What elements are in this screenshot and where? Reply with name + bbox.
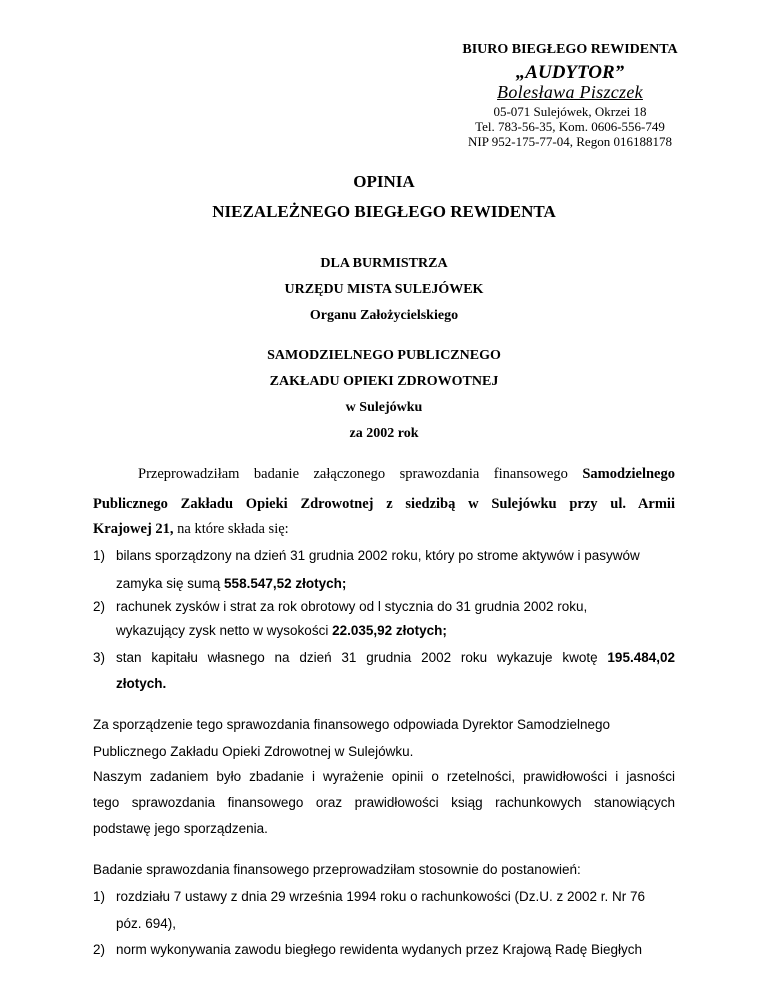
addressee-line-2: URZĘDU MISTA SULEJÓWEK bbox=[284, 282, 484, 297]
item-1-line-2: zamyka się sumą 558.547,52 złotych; bbox=[116, 576, 347, 591]
item-2-line-2: wykazujący zysk netto w wysokości 22.035,92 złotych; bbox=[116, 623, 447, 638]
letterhead-firm-name: „AUDYTOR” bbox=[515, 62, 625, 83]
basis-item-1-line-1: rozdziału 7 ustawy z dnia 29 września 1994 roku o rachunkowości (Dz.U. z 2002 r. Nr 76 bbox=[116, 889, 646, 904]
item-3-line-1: stan kapitału własnego na dzień 31 grudnia 2002 roku wykazuje kwotę 195.484,02 bbox=[116, 650, 675, 665]
letterhead-ids: NIP 952-175-77-04, Regon 016188178 bbox=[468, 134, 672, 149]
addressee-line-3: Organu Założycielskiego bbox=[309, 308, 459, 323]
responsibility-line-5: podstawę jego sporządzenia. bbox=[93, 821, 268, 836]
addressee-line-1: DLA BURMISTRZA bbox=[320, 256, 448, 271]
intro-line-2: Publicznego Zakładu Opieki Zdrowotnej z siedzibą w Sulejówku przy ul. Armii bbox=[93, 496, 675, 512]
item-2-line-1: rachunek zysków i strat za rok obrotowy od l stycznia do 31 grudnia 2002 roku, bbox=[116, 599, 588, 614]
letterhead-title: BIURO BIEGŁEGO REWIDENTA bbox=[462, 42, 678, 57]
intro-line-3: Krajowej 21, na które składa się: bbox=[93, 521, 289, 537]
responsibility-line-4: tego sprawozdania finansowego oraz prawidłowości ksiąg rachunkowych stanowiących bbox=[93, 795, 675, 810]
letterhead-person-signature: Bolesława Piszczek bbox=[497, 82, 643, 102]
basis-item-2-line-1: norm wykonywania zawodu biegłego rewidenta wydanych przez Krajową Radę Biegłych bbox=[116, 942, 643, 957]
basis-intro: Badanie sprawozdania finansowego przeprowadziłam stosownie do postanowień: bbox=[93, 862, 581, 877]
basis-item-1-number: 1) bbox=[93, 889, 106, 904]
entity-line-3: w Sulejówku bbox=[345, 400, 423, 415]
responsibility-line-2: Publicznego Zakładu Opieki Zdrowotnej w Sulejówku. bbox=[93, 744, 414, 759]
item-3-line-2: złotych. bbox=[116, 676, 167, 691]
entity-line-1: SAMODZIELNEGO PUBLICZNEGO bbox=[267, 348, 501, 363]
item-2-number: 2) bbox=[93, 599, 106, 614]
document-subtitle: NIEZALEŻNEGO BIEGŁEGO REWIDENTA bbox=[212, 202, 556, 221]
item-1-number: 1) bbox=[93, 548, 106, 563]
item-1-line-1: bilans sporządzony na dzień 31 grudnia 2002 roku, który po strome aktywów i pasywów bbox=[116, 548, 640, 563]
entity-line-2: ZAKŁADU OPIEKI ZDROWOTNEJ bbox=[269, 374, 499, 389]
basis-item-1-line-2: póz. 694), bbox=[116, 916, 177, 931]
letterhead-address: 05-071 Sulejówek, Okrzei 18 bbox=[493, 104, 647, 119]
responsibility-line-1: Za sporządzenie tego sprawozdania finansowego odpowiada Dyrektor Samodzielnego bbox=[93, 717, 611, 732]
letterhead-phone: Tel. 783-56-35, Kom. 0606-556-749 bbox=[475, 119, 665, 134]
responsibility-line-3: Naszym zadaniem było zbadanie i wyrażenie opinii o rzetelności, prawidłowości i jasności bbox=[93, 769, 675, 784]
basis-item-2-number: 2) bbox=[93, 942, 106, 957]
intro-line-1: Przeprowadziłam badanie załączonego sprawozdania finansowego Samodzielnego bbox=[138, 466, 675, 482]
document-title: OPINIA bbox=[353, 172, 415, 191]
item-3-number: 3) bbox=[93, 650, 106, 665]
entity-line-4: za 2002 rok bbox=[349, 426, 419, 441]
